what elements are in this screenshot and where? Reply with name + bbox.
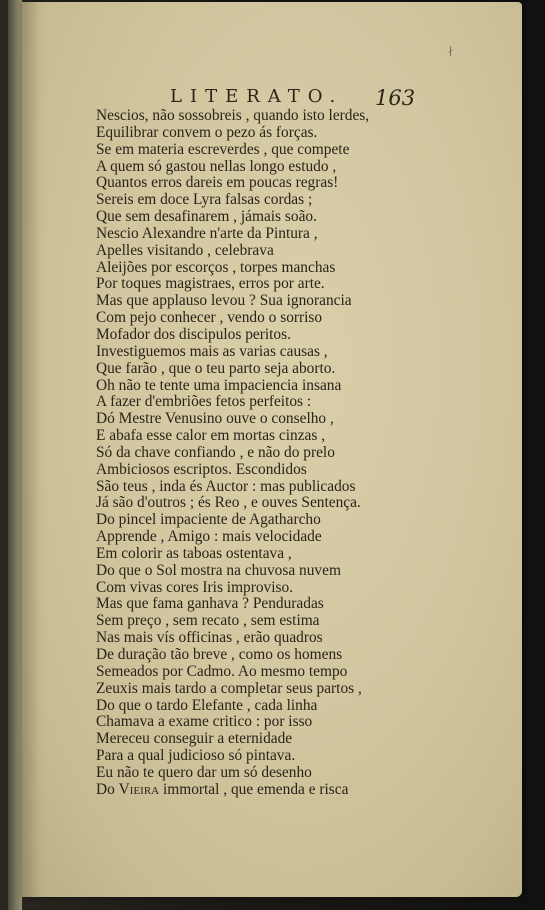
verse-line: Que farão , que o teu parto seja aborto. bbox=[96, 359, 336, 377]
verse-line: Apprende , Amigo : mais velocidade bbox=[96, 528, 322, 546]
verse-line: Apelles visitando , celebrava bbox=[96, 241, 274, 259]
verse-line: Nescio Alexandre n'arte da Pintura , bbox=[96, 224, 318, 242]
verse-line: E abafa esse calor em mortas cinzas , bbox=[96, 427, 326, 445]
verse-line: Dó Mestre Venusino ouve o conselho , bbox=[96, 410, 334, 428]
verse-line: Do que o Sol mostra na chuvosa nuvem bbox=[96, 561, 341, 579]
verse-line: São teus , inda és Auctor : mas publicados bbox=[96, 477, 356, 495]
verse-line: Zeuxis mais tardo a completar seus partos , bbox=[96, 679, 362, 697]
verse-line: Nas mais vís officinas , erão quadros bbox=[96, 629, 323, 647]
verse-line: Se em materia escreverdes , que compete bbox=[96, 140, 350, 158]
verse-line: Só da chave confiando , e não do prelo bbox=[96, 443, 335, 461]
verse-line: De duração tão breve , como os homens bbox=[96, 646, 343, 663]
verse-line: Em colorir as taboas ostentava , bbox=[96, 544, 292, 562]
verse-line: Mas que applauso levou ? Sua ignorancia bbox=[96, 292, 352, 310]
verse-line-last bbox=[96, 782, 396, 799]
page-number: 163 bbox=[375, 86, 416, 110]
verse-line: Mereceu conseguir a eternidade bbox=[96, 730, 293, 748]
verse-line: Com pejo conhecer , vendo o sorriso bbox=[96, 309, 323, 327]
verse-line: Do que o tardo Elefante , cada linha bbox=[96, 696, 318, 714]
verse-line: Para a qual judicioso só pintava. bbox=[96, 747, 296, 765]
verse-line: Investiguemos mais as varias causas , bbox=[96, 342, 328, 360]
verse-line: Chamava a exame critico : por isso bbox=[96, 713, 313, 731]
verse-line: Mas que fama ganhava ? Penduradas bbox=[96, 595, 324, 613]
verse-line: Eu não te quero dar um só desenho bbox=[96, 763, 312, 781]
verse-line: Sereis em doce Lyra falsas cordas ; bbox=[96, 191, 313, 209]
verse-body bbox=[96, 108, 396, 799]
verse-line: A fazer d'embriões fetos perfeitos : bbox=[96, 393, 312, 411]
adjacent-page-edge bbox=[8, 0, 22, 910]
verse-line: Sem preço , sem recato , sem estima bbox=[96, 612, 320, 630]
verse-line: Nescios, não sossobreis , quando isto lerdes, bbox=[96, 107, 370, 124]
verse-text: immortal , que emenda e risca bbox=[159, 780, 349, 798]
verse-line: Quantos erros dareis em poucas regras! bbox=[96, 174, 339, 192]
verse-line: Já são d'outros ; és Reo , e ouves Sentença. bbox=[96, 494, 361, 512]
verse-line: Oh não te tente uma impaciencia insana bbox=[96, 376, 342, 394]
verse-line: Ambiciosos escriptos. Escondidos bbox=[96, 460, 307, 478]
verse-line: Aleijões por escorços , torpes manchas bbox=[96, 258, 336, 276]
verse-line: Do pincel impaciente de Agatharcho bbox=[96, 511, 321, 529]
verse-line: Mofador dos discipulos peritos. bbox=[96, 325, 291, 343]
verse-line: Por toques magistraes, erros por arte. bbox=[96, 275, 325, 293]
verse-text: Do bbox=[96, 780, 119, 798]
running-head: LITERATO. bbox=[170, 86, 344, 107]
spine-shadow bbox=[22, 2, 46, 897]
verse-line: Que sem desafinarem , jámais soão. bbox=[96, 208, 317, 226]
margin-mark: ∤ bbox=[448, 46, 453, 57]
verse-line: Semeados por Cadmo. Ao mesmo tempo bbox=[96, 662, 348, 680]
verse-line: Com vivas cores Iris improviso. bbox=[96, 578, 294, 596]
proper-name: Vieira bbox=[118, 780, 160, 798]
verse-line: A quem só gastou nellas longo estudo , bbox=[96, 157, 337, 175]
verse-line: Equilibrar convem o pezo ás forças. bbox=[96, 123, 318, 141]
